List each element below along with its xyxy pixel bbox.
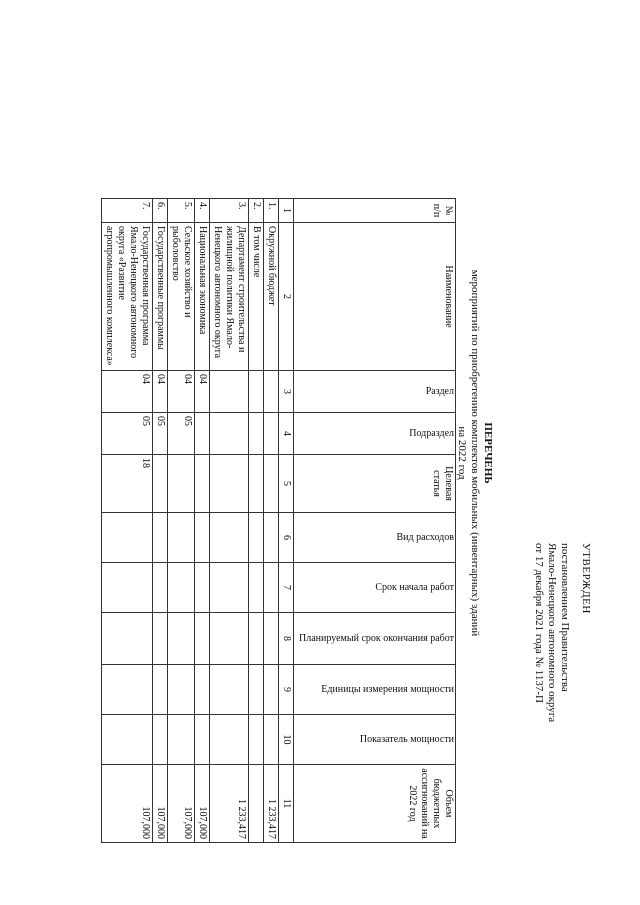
- colnum: 10: [279, 714, 294, 764]
- row-empty: [102, 562, 153, 612]
- row-empty: [168, 664, 195, 714]
- table-row: [195, 198, 210, 842]
- measures-table: [101, 198, 456, 843]
- header-start: Срок начала работ: [294, 562, 456, 612]
- approval-block: [532, 543, 592, 873]
- table-row: [153, 198, 168, 842]
- column-number-row: [279, 198, 294, 842]
- row-num: 3.: [210, 198, 249, 222]
- row-section: 04: [195, 370, 210, 412]
- row-empty: [168, 714, 195, 764]
- document-subtitle-1: мероприятий по приобретению комплектов мобильных (инвентарных) зданий: [469, 269, 481, 636]
- row-section: [249, 370, 264, 412]
- header-end: Планируемый срок окончания работ: [294, 612, 456, 664]
- approval-title: УТВЕРЖДЕН: [580, 542, 592, 614]
- row-empty: [195, 714, 210, 764]
- row-num: 1.: [264, 198, 279, 222]
- approval-line-3: от 17 декабря 2021 года № 1137-П: [533, 542, 545, 703]
- row-empty: [168, 512, 195, 562]
- row-num: 5.: [168, 198, 195, 222]
- row-amount: 107,000: [153, 764, 168, 842]
- row-empty: [249, 562, 264, 612]
- colnum: 1: [279, 198, 294, 222]
- row-empty: [264, 512, 279, 562]
- row-amount: 107,000: [102, 764, 153, 842]
- row-empty: [210, 664, 249, 714]
- row-target: [153, 454, 168, 512]
- approval-line-1: постановлением Правительства: [559, 542, 571, 692]
- row-target: [210, 454, 249, 512]
- document-subtitle-2: на 2022 год: [456, 425, 468, 480]
- row-empty: [102, 714, 153, 764]
- row-name: Сельское хозяйство и рыболовство: [168, 222, 195, 370]
- row-empty: [210, 714, 249, 764]
- table-row: [168, 198, 195, 842]
- row-empty: [249, 664, 264, 714]
- table-header-row: [294, 198, 456, 842]
- row-amount: 1 233,417: [264, 764, 279, 842]
- colnum: 5: [279, 454, 294, 512]
- row-num: 7.: [102, 198, 153, 222]
- row-subsection: [210, 412, 249, 454]
- document-title: ПЕРЕЧЕНЬ: [482, 421, 494, 484]
- colnum: 6: [279, 512, 294, 562]
- row-amount: [249, 764, 264, 842]
- header-num: № п/п: [294, 198, 456, 222]
- row-empty: [153, 612, 168, 664]
- row-empty: [102, 512, 153, 562]
- table-row: [102, 198, 153, 842]
- header-name: Наименование: [294, 222, 456, 370]
- row-empty: [249, 612, 264, 664]
- row-empty: [264, 562, 279, 612]
- row-subsection: 05: [102, 412, 153, 454]
- row-empty: [153, 562, 168, 612]
- row-num: 6.: [153, 198, 168, 222]
- row-name: Национальная экономика: [195, 222, 210, 370]
- row-section: [264, 370, 279, 412]
- table-row: [264, 198, 279, 842]
- row-name: В том числе: [249, 222, 264, 370]
- row-amount: 107,000: [195, 764, 210, 842]
- row-empty: [168, 612, 195, 664]
- row-name: Департамент строительства и жилищной политики Ямало-Ненецкого автономного округа: [210, 222, 249, 370]
- row-subsection: [264, 412, 279, 454]
- row-subsection: [195, 412, 210, 454]
- row-target: [168, 454, 195, 512]
- row-target: [264, 454, 279, 512]
- row-empty: [153, 512, 168, 562]
- row-empty: [195, 562, 210, 612]
- row-amount: 1 233,417: [210, 764, 249, 842]
- row-num: 4.: [195, 198, 210, 222]
- colnum: 8: [279, 612, 294, 664]
- colnum: 7: [279, 562, 294, 612]
- row-empty: [168, 562, 195, 612]
- row-subsection: 05: [168, 412, 195, 454]
- row-empty: [195, 612, 210, 664]
- row-amount: 107,000: [168, 764, 195, 842]
- table-row: [249, 198, 264, 842]
- row-empty: [102, 612, 153, 664]
- row-empty: [264, 664, 279, 714]
- row-empty: [102, 664, 153, 714]
- row-target: [195, 454, 210, 512]
- document-heading: [455, 23, 494, 883]
- row-name: Государственная программа Ямало-Ненецкого автономного округа «Развитие агропромышленного комплекса»: [102, 222, 153, 370]
- colnum: 3: [279, 370, 294, 412]
- row-target: 18: [102, 454, 153, 512]
- row-target: [249, 454, 264, 512]
- row-empty: [210, 612, 249, 664]
- header-units: Единицы измерения мощности: [294, 664, 456, 714]
- colnum: 4: [279, 412, 294, 454]
- header-capacity: Показатель мощности: [294, 714, 456, 764]
- row-subsection: [249, 412, 264, 454]
- row-empty: [249, 714, 264, 764]
- colnum: 2: [279, 222, 294, 370]
- row-subsection: 05: [153, 412, 168, 454]
- row-section: 04: [102, 370, 153, 412]
- header-volume: Объем бюджетных ассигнований на 2022 год: [294, 764, 456, 842]
- row-empty: [153, 714, 168, 764]
- row-name: Государственные программы: [153, 222, 168, 370]
- row-section: 04: [153, 370, 168, 412]
- row-num: 2.: [249, 198, 264, 222]
- row-name: Окружной бюджет: [264, 222, 279, 370]
- row-empty: [264, 714, 279, 764]
- row-empty: [249, 512, 264, 562]
- table-row: [210, 198, 249, 842]
- row-section: [210, 370, 249, 412]
- row-empty: [195, 512, 210, 562]
- header-target: Целевая статья: [294, 454, 456, 512]
- row-empty: [264, 612, 279, 664]
- header-exp-type: Вид расходов: [294, 512, 456, 562]
- row-empty: [195, 664, 210, 714]
- rotated-content: [20, 23, 620, 883]
- header-section: Раздел: [294, 370, 456, 412]
- header-subsection: Подраздел: [294, 412, 456, 454]
- colnum: 11: [279, 764, 294, 842]
- row-empty: [210, 562, 249, 612]
- approval-line-2: Ямало-Ненецкого автономного округа: [546, 542, 558, 722]
- row-empty: [153, 664, 168, 714]
- row-empty: [210, 512, 249, 562]
- row-section: 04: [168, 370, 195, 412]
- colnum: 9: [279, 664, 294, 714]
